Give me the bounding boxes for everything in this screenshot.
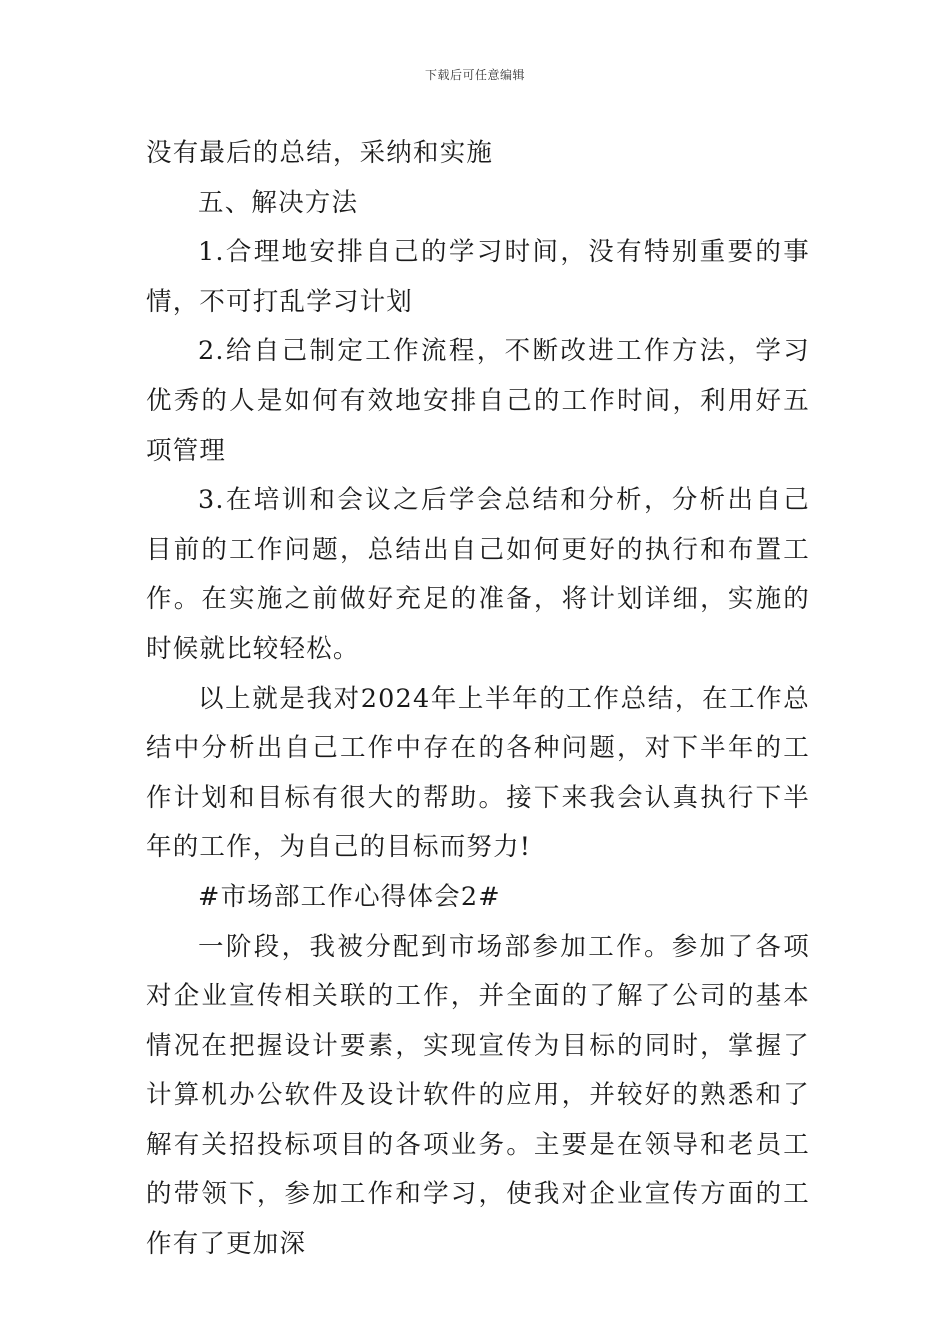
section-heading-part-2: #市场部工作心得体会2# [198, 881, 501, 912]
document-body [146, 129, 810, 1270]
paragraph-summary: 以上就是我对2024年上半年的工作总结，在工作总结中分析出自己工作中存在的各种问题，对下半年的工作计划和目标有很大的帮助。接下来我会认真执行下半年的工作，为自己的目标而努力! [146, 683, 810, 863]
paragraph-conclusion-line: 没有最后的总结，采纳和实施 [146, 138, 494, 168]
paragraph-experience: 一阶段，我被分配到市场部参加工作。参加了各项对企业宣传相关联的工作，并全面的了解了公司的基本情况在把握设计要素，实现宣传为目标的同时，掌握了计算机办公软件及设计软件的应用，并较好的熟悉和了解有关招投标项目的各项业务。主要是在领导和老员工的带领下，参加工作和学习，使我对企业宣传方面的工作有了更加深 [146, 931, 810, 1260]
list-item-2: 2.给自己制定工作流程，不断改进工作方法，学习优秀的人是如何有效地安排自己的工作时间，利用好五项管理 [146, 336, 810, 466]
list-item-3: 3.在培训和会议之后学会总结和分析，分析出自己目前的工作问题，总结出自己如何更好的执行和布置工作。在实施之前做好充足的准备，将计划详细，实施的时候就比较轻松。 [146, 485, 810, 664]
section-heading-solutions: 五、解决方法 [198, 187, 359, 218]
page-header-note: 下载后可任意编辑 [424, 68, 525, 82]
list-item-1: 1.合理地安排自己的学习时间，没有特别重要的事情，不可打乱学习计划 [146, 237, 810, 317]
